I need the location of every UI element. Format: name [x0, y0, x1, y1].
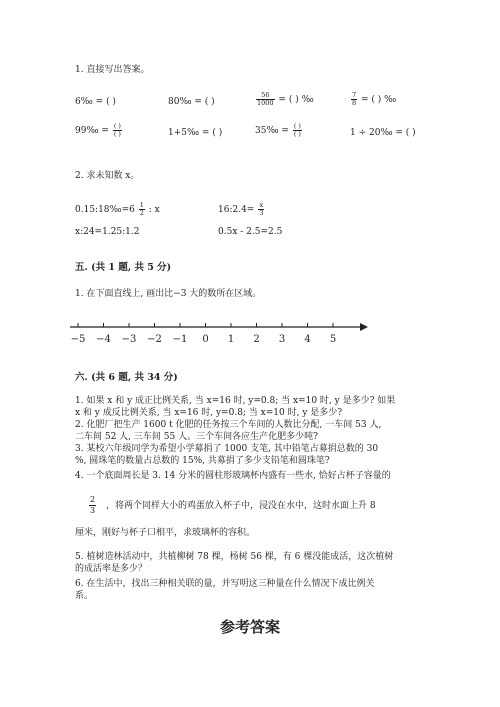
number-line-label: 0 [202, 334, 209, 345]
number-line-label: 3 [278, 334, 286, 345]
fraction: $\frac{x}{3}$ [259, 201, 264, 217]
fraction: $\frac{( )}{( )}$ [113, 122, 121, 138]
fraction: $\frac{2}{3}$ [90, 495, 96, 515]
question-2-title: 2. 求未知数 x。 [75, 171, 140, 181]
number-line [70, 318, 370, 348]
q6-line-4: 二车间 52 人, 三车间 55 人。三个车间各应生产化肥多少吨? [75, 432, 318, 442]
number-line-label: −2 [147, 334, 162, 345]
number-line-label: 4 [304, 334, 311, 345]
q6-line-6: %, 圆珠笔的数量占总数的 15%, 共募捐了多少支铅笔和圆珠笔? [75, 456, 330, 466]
q1-item-e: 99‰ = $\frac{( )}{( )}$ [75, 122, 121, 138]
fraction: $\frac{1}{2}$ [139, 201, 144, 217]
number-line-label: −3 [121, 334, 137, 345]
q4-line-end: 厘米，刚好与杯子口相平，求玻璃杯的容积。 [75, 528, 256, 538]
q5-line-2: 的成活率是多少？ [75, 564, 148, 574]
number-line-label: 2 [253, 334, 260, 345]
question-1-title: 1. 直接写出答案。 [75, 65, 150, 75]
q2-equation-d: 0.5x - 2.5=2.5 [218, 227, 283, 237]
q1-item-a: 6‰ = ( ) [75, 97, 116, 107]
q6-line-1: 1. 如果 x 和 y 成正比例关系, 当 x=16 时, y=0.8; 当 x=10 时, y 是多少? 如果 [75, 396, 396, 406]
q1-item-c: $\frac{56}{1000}$ = ( ) ‰ [257, 91, 314, 107]
fraction: $\frac{56}{1000}$ [257, 91, 274, 107]
q1-item-g: 35‰ = $\frac{( )}{( )}$ [255, 122, 301, 138]
q2-equation-c: x:24=1.25:1.2 [75, 227, 140, 237]
q2-equation-a: 0.15:18‰=6 $\frac{1}{2}$ : x [75, 201, 160, 217]
q2-equation-b: 16:2.4= $\frac{x}{3}$ [218, 201, 264, 217]
q6-line-2: x 和 y 成反比例关系, 当 x=16 时, y=0.8; 当 x=10 时, y 是多少? [75, 408, 343, 418]
number-line-label: 5 [329, 334, 337, 345]
q6-line-7: 4. 一个底面周长是 3. 14 分米的圆柱形玻璃杯内盛有一些水, 恰好占杯子容量的 [75, 471, 391, 481]
number-line-label: −5 [70, 334, 86, 345]
q6-line-3: 2. 化肥厂把生产 1600 t 化肥的任务按三个车间的人数比分配, 一车间 53 人, [75, 420, 382, 430]
fraction: $\frac{7}{8}$ [352, 91, 357, 107]
q6-line-5: 3. 某校六年级同学为希望小学募捐了 1000 支笔, 其中铅笔占募捐总数的 30 [75, 444, 379, 454]
section-6-heading: 六. (共 6 题, 共 34 分) [75, 372, 178, 383]
q1-item-f: 1+5‰ = ( ) [168, 128, 223, 138]
number-line-label: 1 [227, 334, 235, 345]
q6-line-a: 6. 在生活中，找出三种相关联的量，并写明这三种量在什么情况下成比例关 [75, 579, 375, 589]
number-line-label: −4 [96, 334, 111, 345]
number-line-arrow [360, 323, 368, 331]
q4-fraction-line: $\frac{2}{3}$ ，将两个同样大小的鸡蛋放入杯子中，浸没在水中，这时水面上升 8 [90, 495, 376, 515]
section-5-heading: 五. (共 1 题, 共 5 分) [75, 262, 172, 273]
answers-title: 参考答案 [219, 618, 280, 636]
fraction: $\frac{( )}{( )}$ [293, 122, 301, 138]
q1-item-d: $\frac{7}{8}$ = ( ) ‰ [352, 91, 397, 107]
q5-line-1: 5. 植树造林活动中，共植柳树 78 棵，杨树 56 棵，有 6 棵没能成活，这次植树 [75, 552, 394, 562]
section-5-question: 1. 在下面直线上, 画出比−3 大的数所在区域。 [75, 289, 262, 299]
q1-item-b: 80‰ = ( ) [168, 97, 215, 107]
q1-item-h: 1 ÷ 20‰ = ( ) [350, 128, 416, 138]
q6-line-b: 系。 [75, 591, 94, 601]
number-line-label: −1 [172, 334, 188, 345]
